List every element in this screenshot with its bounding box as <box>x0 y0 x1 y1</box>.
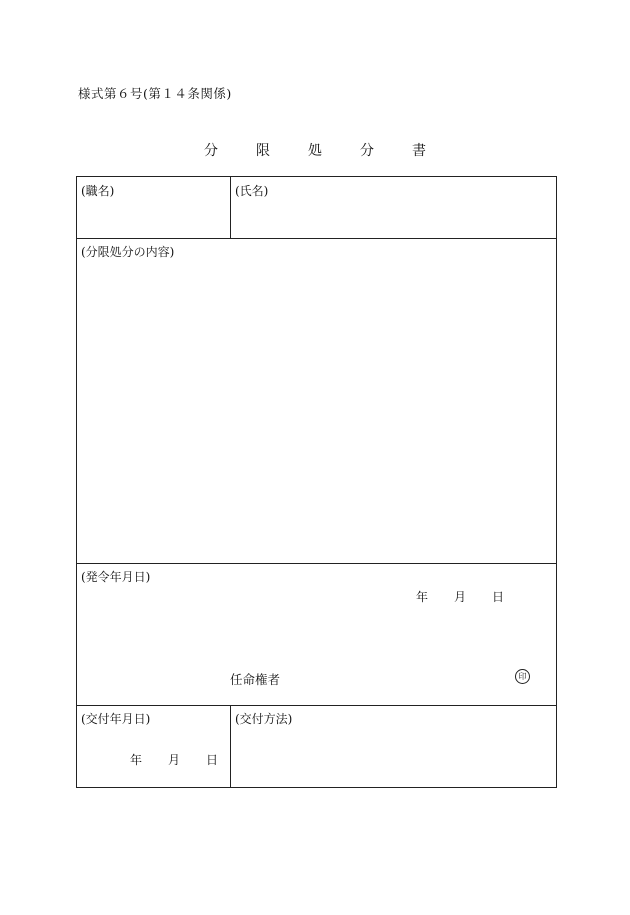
job-title-label: (職名) <box>81 184 115 198</box>
delivery-date <box>130 751 218 768</box>
title-char: 限 <box>256 143 270 159</box>
row-divider <box>77 563 556 564</box>
issue-month: 月 <box>454 590 467 604</box>
form-number-label: 様式第６号(第１４条関係) <box>78 86 232 101</box>
delivery-day: 日 <box>206 753 219 767</box>
issue-day: 日 <box>492 590 505 604</box>
delivery-date-label: (交付年月日) <box>81 712 151 726</box>
issue-year: 年 <box>416 590 429 604</box>
column-divider <box>230 705 231 787</box>
title-char: 分 <box>204 143 218 159</box>
delivery-month: 月 <box>168 753 181 767</box>
title-char: 書 <box>412 143 426 159</box>
title-char: 処 <box>308 143 322 159</box>
name-label: (氏名) <box>235 184 269 198</box>
form-table <box>76 176 557 788</box>
issue-date <box>416 588 504 605</box>
appointing-authority: 任命権者 <box>230 672 281 687</box>
document-title <box>204 140 426 160</box>
delivery-year: 年 <box>130 753 143 767</box>
content-label: (分限処分の内容) <box>81 245 175 259</box>
title-char: 分 <box>360 143 374 159</box>
delivery-method-label: (交付方法) <box>235 712 293 726</box>
seal-mark: 印 <box>515 669 530 684</box>
issue-date-label: (発令年月日) <box>81 570 151 584</box>
row-divider <box>77 238 556 239</box>
row-divider <box>77 705 556 706</box>
column-divider <box>230 177 231 238</box>
